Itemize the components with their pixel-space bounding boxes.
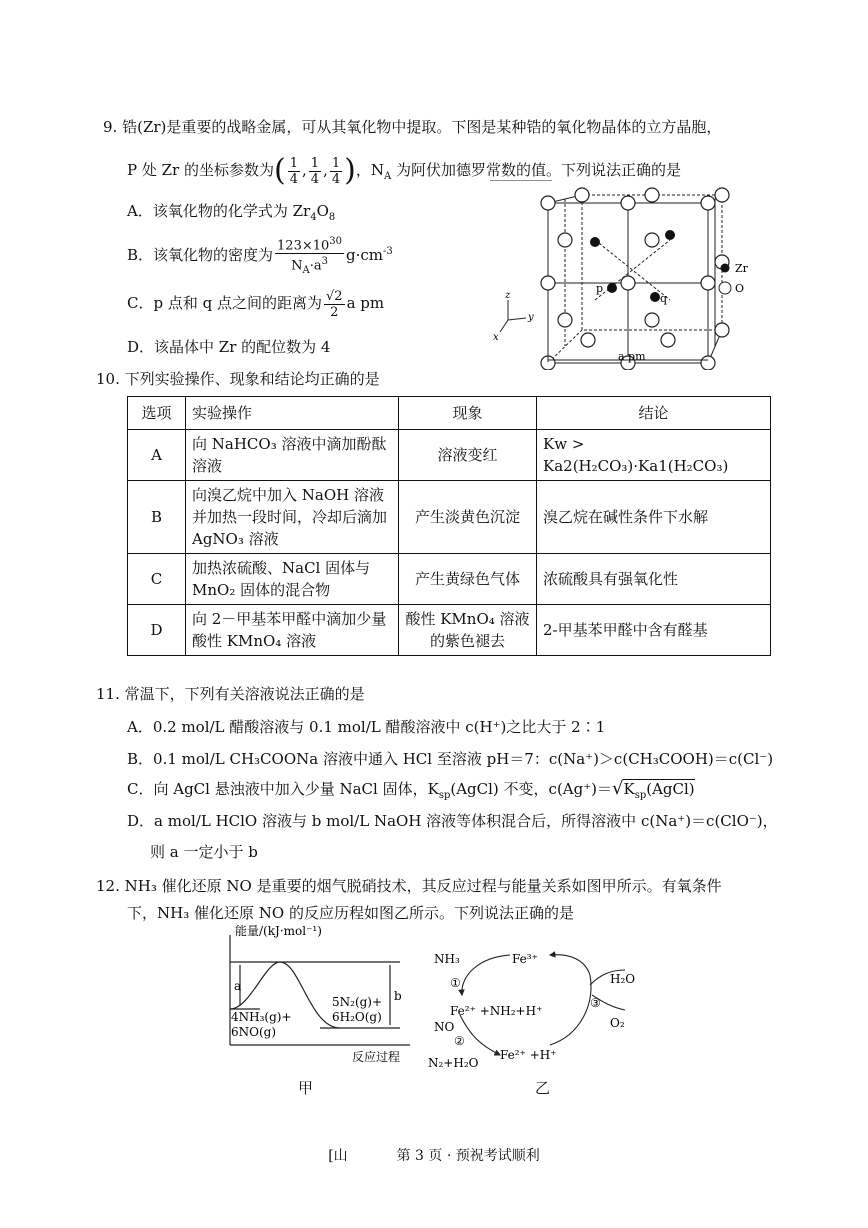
q9-distance-fraction: $\frac{√2}{2}$ (326, 288, 343, 320)
yi-nh3: NH₃ (434, 952, 460, 966)
cell-edges (548, 195, 722, 363)
q9-number: 9. (103, 118, 118, 136)
q9-option-b: B．该氧化物的密度为 $\frac{123\times 10^{30}}{N_A\cdot a^3}$ $g\cdot cm^{-3}$ (127, 235, 393, 277)
q9-option-a: A．该氧化物的化学式为 $Zr_4O_8$ (127, 202, 336, 223)
header-option: 选项 (128, 397, 186, 430)
dimension-label: a pm (618, 350, 646, 363)
legend-o-label: O (735, 282, 745, 295)
yi-step2: ② (454, 1034, 465, 1048)
experiment-table (127, 396, 771, 656)
q9-option-d: D．该晶体中 Zr 的配位数为 4 (127, 338, 331, 356)
point-p-label: p (596, 282, 604, 295)
jia-xlabel: 反应过程 (352, 1050, 401, 1064)
yi-o2: O₂ (610, 1016, 625, 1030)
q10-stem: 10. 下列实验操作、现象和结论均正确的是 (96, 370, 380, 388)
energy-diagram-jia (220, 925, 420, 1075)
jia-ylabel: 能量/(kJ·mol⁻¹) (235, 925, 322, 938)
jia-product-2: 6H₂O(g) (332, 1010, 382, 1024)
q9-coord-frac-2: $\frac{1}{4}$ (310, 155, 320, 187)
q9-coord-frac-1: $\frac{1}{4}$ (289, 155, 298, 187)
yi-product2: N₂+H₂O (428, 1056, 479, 1070)
q9-coord-frac-3: $\frac{1}{4}$ (331, 155, 341, 187)
table-row: A 向 NaHCO₃ 溶液中滴加酚酞溶液 溶液变红 Kw > Ka2(H₂CO₃)·Ka1(H₂CO₃) (128, 430, 771, 481)
yi-step1-arrow (462, 955, 510, 995)
q12-number: 12. (96, 877, 120, 895)
yi-step2-arrow (460, 1015, 500, 1055)
yi-fe3: Fe³⁺ (512, 952, 538, 966)
fig-jia-caption: 甲 (298, 1079, 314, 1097)
table-row: B 向溴乙烷中加入 NaOH 溶液并加热一段时间，冷却后滴加 AgNO₃ 溶液 产生淡黄色沉淀 溴乙烷在碱性条件下水解 (128, 481, 771, 554)
mechanism-diagram-yi (420, 935, 650, 1075)
yi-intermediate: Fe²⁺ +NH₂+H⁺ (450, 1004, 543, 1018)
yi-h2o: H₂O (610, 972, 636, 986)
table-row: D 向 2－甲基苯甲醛中滴加少量酸性 KMnO₄ 溶液 酸性 KMnO₄ 溶液的紫色褪去 2-甲基苯甲醛中含有醛基 (128, 605, 771, 656)
axis-z-label: z (505, 290, 511, 301)
q9-stem: 锆(Zr)是重要的战略金属，可从其氧化物中提取。下图是某种锆的氧化物晶体的立方晶胞， (122, 118, 722, 136)
jia-label-b: b (394, 989, 402, 1003)
axis-x-label: x (493, 332, 499, 343)
q11-option-a: A．0.2 mol/L 醋酸溶液与 0.1 mol/L 醋酸溶液中 c(H⁺)之比大于 2∶1 (127, 718, 606, 736)
q10-number: 10. (96, 370, 120, 388)
header-phenomenon: 现象 (399, 397, 537, 430)
crystal-cell-figure (490, 180, 770, 370)
legend-zr-dot (721, 264, 730, 273)
q9-option-c: C．p 点和 q 点之间的距离为 $\frac{√2}{2}$ a pm (127, 288, 385, 320)
jia-label-a: a (234, 979, 242, 993)
table-header-row (128, 397, 771, 430)
yi-step3: ③ (590, 996, 601, 1010)
q11-option-b: B．0.1 mol/L CH₃COONa 溶液中通入 HCl 至溶液 pH＝7：c(Na⁺)＞c(CH₃COOH)＝c(Cl⁻) (127, 750, 774, 768)
yi-fe2: Fe²⁺ +H⁺ (500, 1048, 557, 1062)
point-q-label: q (660, 292, 668, 305)
q11-option-c: C．向 AgCl 悬浊液中加入少量 NaCl 固体，$K_{sp}(AgCl)$ 不变，$c(Ag^+)=√K_{sp}(AgCl)$ (127, 778, 695, 801)
jia-reactant-2: 6NO(g) (231, 1025, 277, 1039)
footer-left: [山 (328, 1148, 348, 1164)
q12-stem-line2: 下，NH₃ 催化还原 NO 的反应历程如图乙所示。下列说法正确的是 (127, 904, 574, 922)
q9-stem-line2: P 处 Zr 的坐标参数为( $\frac{1}{4}$ , $\frac{1}{4}$ , $\frac{1}{4}$ )，$N_A$ 为阿伏加德罗常数的值。下列说法正确的是 (127, 153, 681, 188)
jia-reactant-1: 4NH₃(g)+ (231, 1010, 292, 1024)
table-row: C 加热浓硫酸、NaCl 固体与 MnO₂ 固体的混合物 产生黄绿色气体 浓硫酸具有强氧化性 (128, 554, 771, 605)
page-footer (0, 1145, 868, 1165)
fig-yi-caption: 乙 (535, 1079, 551, 1097)
q11-stem: 11. 常温下，下列有关溶液说法正确的是 (96, 685, 365, 703)
q11-number: 11. (96, 685, 120, 703)
footer-page: 第 3 页 · 预祝考试顺利 (396, 1148, 540, 1164)
yi-no: NO (434, 1020, 455, 1034)
axis-y-label: y (528, 312, 534, 323)
legend-zr-label: Zr (735, 262, 748, 275)
jia-product-1: 5N₂(g)+ (332, 995, 383, 1009)
q9-stem-line1 (103, 116, 721, 138)
yi-step1: ① (450, 976, 461, 990)
header-conclusion: 结论 (537, 397, 771, 430)
oxygen-atoms (541, 188, 729, 370)
q11-option-d-line1: D．a mol/L HClO 溶液与 b mol/L NaOH 溶液等体积混合后，所得溶液中 c(Na⁺)＝c(ClO⁻)， (127, 812, 778, 830)
q9-density-fraction: $\frac{123\times 10^{30}}{N_A\cdot a^3}$ (277, 235, 343, 277)
header-operation: 实验操作 (186, 397, 399, 430)
yi-step3-arrow (550, 955, 591, 1045)
legend-o-dot (719, 282, 731, 294)
q11-option-d-line2: 则 a 一定小于 b (150, 843, 258, 861)
axis-indicator (500, 300, 526, 332)
q12-stem-line1: 12. NH₃ 催化还原 NO 是重要的烟气脱硝技术，其反应过程与能量关系如图甲所示。有氧条件 (96, 877, 722, 895)
